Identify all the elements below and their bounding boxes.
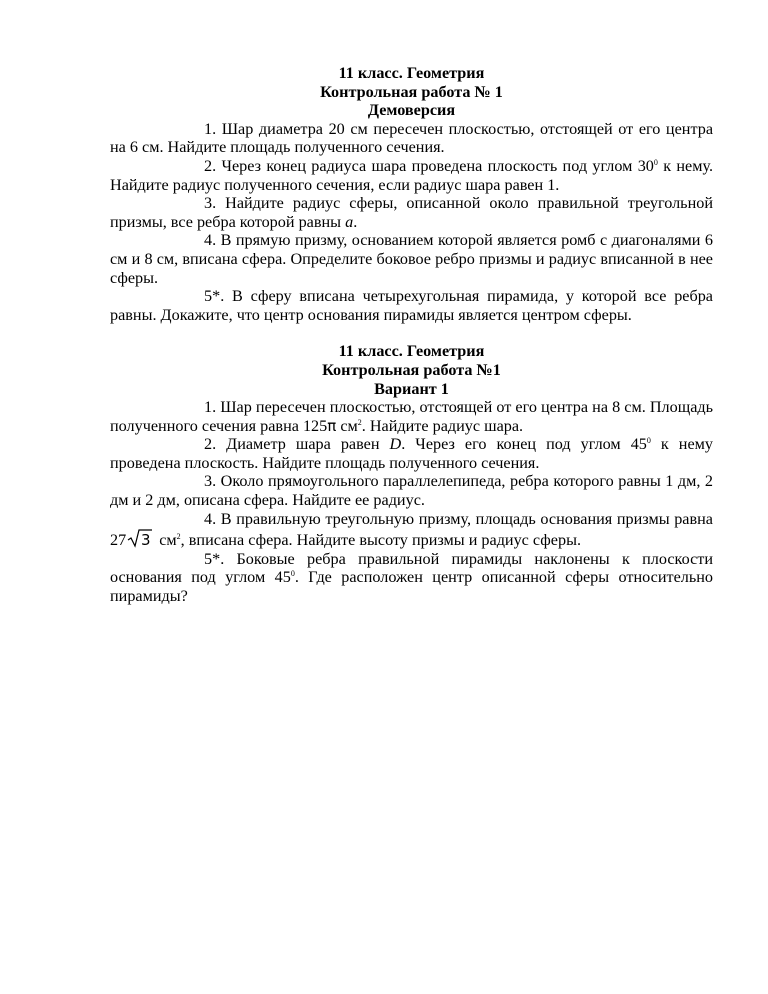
variable-d: D xyxy=(389,435,402,454)
variant-problem-4 xyxy=(110,510,713,550)
degree-mark: 0 xyxy=(646,436,651,446)
variant-problem-3: 3. Около прямоугольного параллелепипеда, ребра которого равны 1 дм, 2 дм и 2 дм, описана сфера. Найдите ее радиус. xyxy=(110,472,713,510)
square-root-icon xyxy=(127,528,153,548)
variant-problem-5 xyxy=(110,550,713,606)
variant-problem-2-text-b: . Через его конец под углом 45 xyxy=(401,435,647,454)
degree-mark: 0 xyxy=(653,157,658,167)
variant-problem-1-text-b: см xyxy=(336,416,358,435)
variant-problem-2 xyxy=(110,435,713,472)
variant-problem-5-text-a: 5*. Боковые ребра правильной пирамиды наклонены к плоскости основания под углом 45 xyxy=(110,549,713,587)
document-page xyxy=(110,64,713,606)
test-title: Контрольная работа № 1 xyxy=(320,82,503,101)
variant-problem-1 xyxy=(110,398,713,435)
variant-problem-2-text-a: 2. Диаметр шара равен xyxy=(204,435,390,454)
variant-problem-1-text-a: 1. Шар пересечен плоскостью, отстоящей от его центра на 8 см. Площадь полученного сечения равна 125 xyxy=(110,398,713,435)
variant-problem-4-text-b: см xyxy=(155,531,177,550)
variable-a: a xyxy=(345,212,354,231)
test-title: Контрольная работа №1 xyxy=(322,360,501,379)
version-title: Вариант 1 xyxy=(374,379,449,398)
section-gap xyxy=(110,324,713,342)
demo-problem-5: 5*. В сферу вписана четырехугольная пирамида, у которой все ребра равны. Докажите, что центр основания пирамиды является центром сферы. xyxy=(110,287,713,324)
variant-header xyxy=(110,342,713,398)
grade-subject-title: 11 класс. Геометрия xyxy=(338,64,485,82)
version-title: Демоверсия xyxy=(367,101,456,120)
square-exponent: 2 xyxy=(357,417,362,427)
square-exponent: 2 xyxy=(176,532,181,542)
demo-problem-2-text-b: к нему. Найдите радиус полученного сечения, если радиус шара равен 1. xyxy=(110,156,713,194)
degree-mark: 0 xyxy=(290,569,295,579)
variant-problem-5-text-b: . Где расположен центр описанной сферы относительно пирамиды? xyxy=(110,568,713,606)
grade-subject-title: 11 класс. Геометрия xyxy=(338,342,485,361)
demo-problem-3 xyxy=(110,194,713,231)
demo-problem-3-end: . xyxy=(353,212,358,231)
demo-problem-1: 1. Шар диаметра 20 см пересечен плоскостью, отстоящей от его центра на 6 см. Найдите площадь полученного сечения. xyxy=(110,119,713,157)
variant-problem-1-text-c: . Найдите радиус шара. xyxy=(361,416,524,435)
pi-symbol: π xyxy=(327,416,337,435)
variant-problem-2-text-c: к нему проведена плоскость. Найдите площадь полученного сечения. xyxy=(110,435,713,472)
demo-problem-3-text: 3. Найдите радиус сферы, описанной около правильной треугольной призмы, все ребра которой равны xyxy=(110,194,713,231)
variant-problem-4-text-c: , вписана сфера. Найдите высоту призмы и радиус сферы. xyxy=(180,531,581,550)
variant-problem-4-text-a: 4. В правильную треугольную призму, площадь основания призмы равна 27 xyxy=(110,509,713,550)
sqrt-radicand: 3 xyxy=(141,531,151,549)
demo-problem-2-text-a: 2. Через конец радиуса шара проведена плоскость под углом 30 xyxy=(204,156,654,175)
demo-header xyxy=(110,64,713,120)
demo-problem-4: 4. В прямую призму, основанием которой является ромб с диагоналями 6 см и 8 см, вписана сфера. Определите боковое ребро призмы и радиус вписанной в нее сферы. xyxy=(110,231,713,287)
demo-problem-2 xyxy=(110,157,713,194)
